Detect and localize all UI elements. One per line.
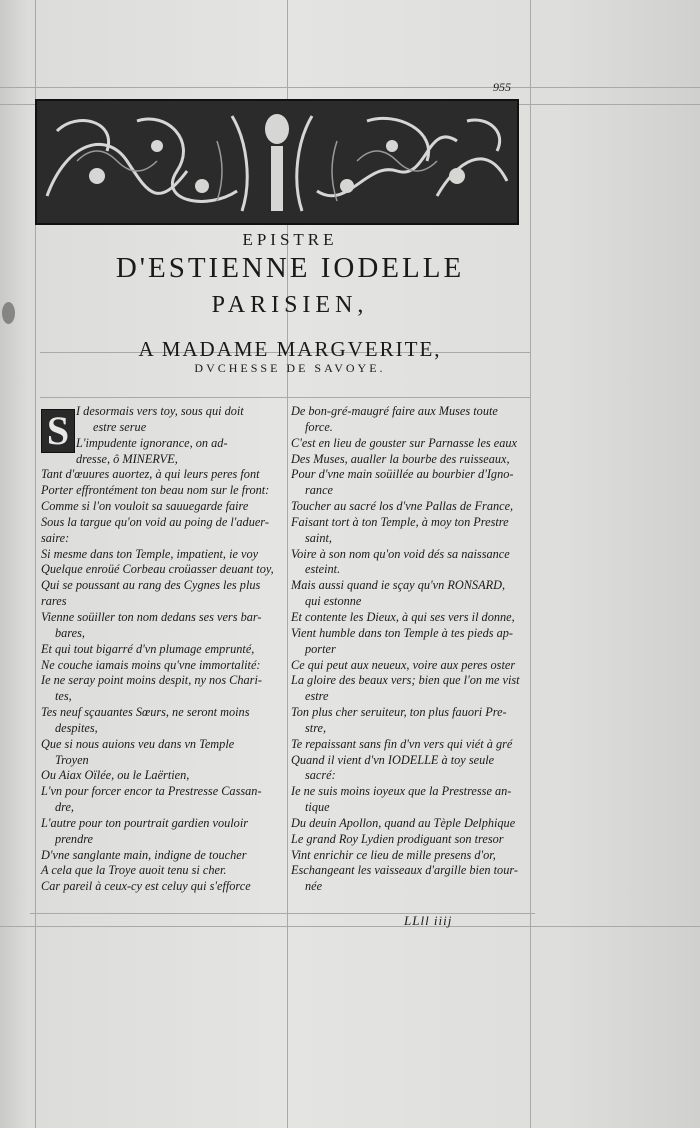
poem-line: Voire à son nom qu'on void dés sa naissance (291, 546, 510, 561)
title-duchesse: DVCHESSE DE SAVOYE. (194, 361, 386, 375)
poem-line: tes, (55, 689, 72, 704)
poem-line: Pour d'vne main soüillée au bourbier d'Igno- (291, 467, 514, 482)
poem-line: tique (305, 800, 330, 815)
poem-line: Quand il vient d'vn IODELLE à toy seule (291, 752, 495, 767)
title-epistre: EPISTRE (242, 230, 338, 249)
poem-line: Vienne soüiller ton nom dedans ses vers bar- (41, 609, 262, 624)
poem-line: force. (305, 419, 333, 434)
poem-line: Mais aussi quand ie sçay qu'vn RONSARD, (291, 578, 506, 593)
poem-line: rance (305, 483, 333, 498)
poem-line: Faisant tort à ton Temple, à moy ton Prestre (291, 514, 509, 529)
left-column (41, 404, 283, 895)
poem-line: Porter effrontément ton beau nom sur le front: (41, 483, 270, 498)
poem-line: stre, (305, 720, 327, 735)
poem-line: Sous la targue qu'on void au poing de l'aduer- (41, 514, 269, 529)
poem-line: C'est en lieu de gouster sur Parnasse les eaux (291, 435, 517, 450)
poem-line: Ce qui peut aux neueux, voire aux peres oster (291, 657, 516, 672)
poem-line: estre (305, 689, 329, 704)
poem-line: Eschangeant les vaisseaux d'argille bien tour- (291, 863, 518, 878)
poem-line: Toucher au sacré los d'vne Pallas de France, (291, 499, 514, 514)
poem-line: L'impudente ignorance, on ad- (76, 435, 228, 450)
poem-line: Troyen (55, 752, 89, 767)
poem-line: Te repaissant sans fin d'vn vers qui viét à gré (291, 736, 513, 751)
poem-line: despites, (55, 720, 98, 735)
poem-line: Ie ne suis moins ioyeux que la Prestresse an- (291, 784, 512, 799)
poem-line: L'vn pour forcer encor ta Prestresse Cassan- (41, 784, 262, 799)
poem-line: saire: (41, 530, 70, 545)
poem-line: rares (41, 594, 67, 609)
poem-line: Le grand Roy Lydien prodiguant son tresor (291, 831, 504, 846)
poem-line: Quelque enroüé Corbeau croüasser deuant toy, (41, 562, 274, 577)
signature-mark: LLll iiij (404, 913, 453, 928)
poem-line: Que si nous auions veu dans vn Temple (41, 736, 235, 751)
poem-line: esteint. (305, 562, 341, 577)
poem-line: Vint enrichir ce lieu de mille presens d'or, (291, 847, 496, 862)
ruling-line-top (0, 87, 700, 88)
poem-line: Car pareil à ceux-cy est celuy qui s'efforce (41, 879, 251, 894)
poem-line: Si mesme dans ton Temple, impatient, ie voy (41, 546, 259, 561)
poem-line: sacré: (305, 768, 336, 783)
ornamental-headpiece (35, 99, 519, 225)
poem-line: porter (305, 641, 336, 656)
poem-line: Ne couche iamais moins qu'vne immortalité: (41, 657, 261, 672)
poem-line: I desormais vers toy, sous qui doit (76, 404, 244, 418)
poem-line: Tes neuf sçauantes Sœurs, ne seront moins (41, 705, 250, 720)
ruling-line-title2 (40, 397, 530, 398)
poem-line: Ie ne seray point moins despit, ny nos Chari- (41, 673, 262, 688)
title-author: D'ESTIENNE IODELLE (115, 252, 465, 284)
poem-line: dre, (55, 800, 75, 815)
poem-line: saint, (305, 530, 332, 545)
title-parisien: PARISIEN, (211, 292, 369, 318)
poem-line: Qui se poussant au rang des Cygnes les plus (41, 578, 261, 593)
poem-line: A cela que la Troye auoit tenu si cher. (41, 863, 227, 878)
ruling-line-mid (30, 913, 535, 914)
poem-line: Ou Aiax Oïlée, ou le Laërtien, (41, 768, 190, 783)
poem-line: Et contente les Dieux, à qui ses vers il donne, (291, 609, 515, 624)
poem-line: Des Muses, aualler la bourbe des ruisseaux, (291, 451, 510, 466)
poem-line: qui estonne (305, 594, 362, 609)
poem-line: dresse, ô MINERVE, (76, 451, 178, 466)
drop-cap: S (41, 409, 75, 453)
right-column (291, 404, 531, 895)
poem-line: D'vne sanglante main, indigne de toucher (41, 847, 247, 862)
poem-line: née (305, 879, 323, 894)
ruling-line-bottom (0, 926, 700, 927)
title-addressee: A MADAME MARGVERITE, (138, 337, 442, 361)
poem-line: bares, (55, 625, 85, 640)
poem-line: De bon-gré-maugré faire aux Muses toute (291, 404, 498, 418)
poem-line: Vient humble dans ton Temple à tes pieds ap- (291, 625, 514, 640)
poem-line: L'autre pour ton pourtrait gardien vouloir (41, 815, 249, 830)
poem-line: Ton plus cher seruiteur, ton plus fauori Pre- (291, 705, 507, 720)
poem-line: Tant d'œuures auortez, à qui leurs peres font (41, 467, 260, 482)
poem-line: Comme si l'on vouloit sa sauuegarde faire (41, 499, 249, 514)
ink-blot (2, 302, 15, 324)
page-number: 955 (493, 80, 511, 94)
poem-line: estre serue (93, 419, 147, 434)
poem-line: Du deuin Apollon, quand au Tèple Delphique (291, 815, 516, 830)
poem-line: Et qui tout bigarré d'vn plumage emprunté, (41, 641, 255, 656)
poem-line: prendre (55, 831, 94, 846)
ornament-illustration (37, 101, 517, 223)
poem-line: La gloire des beaux vers; bien que l'on me vist (291, 673, 520, 688)
